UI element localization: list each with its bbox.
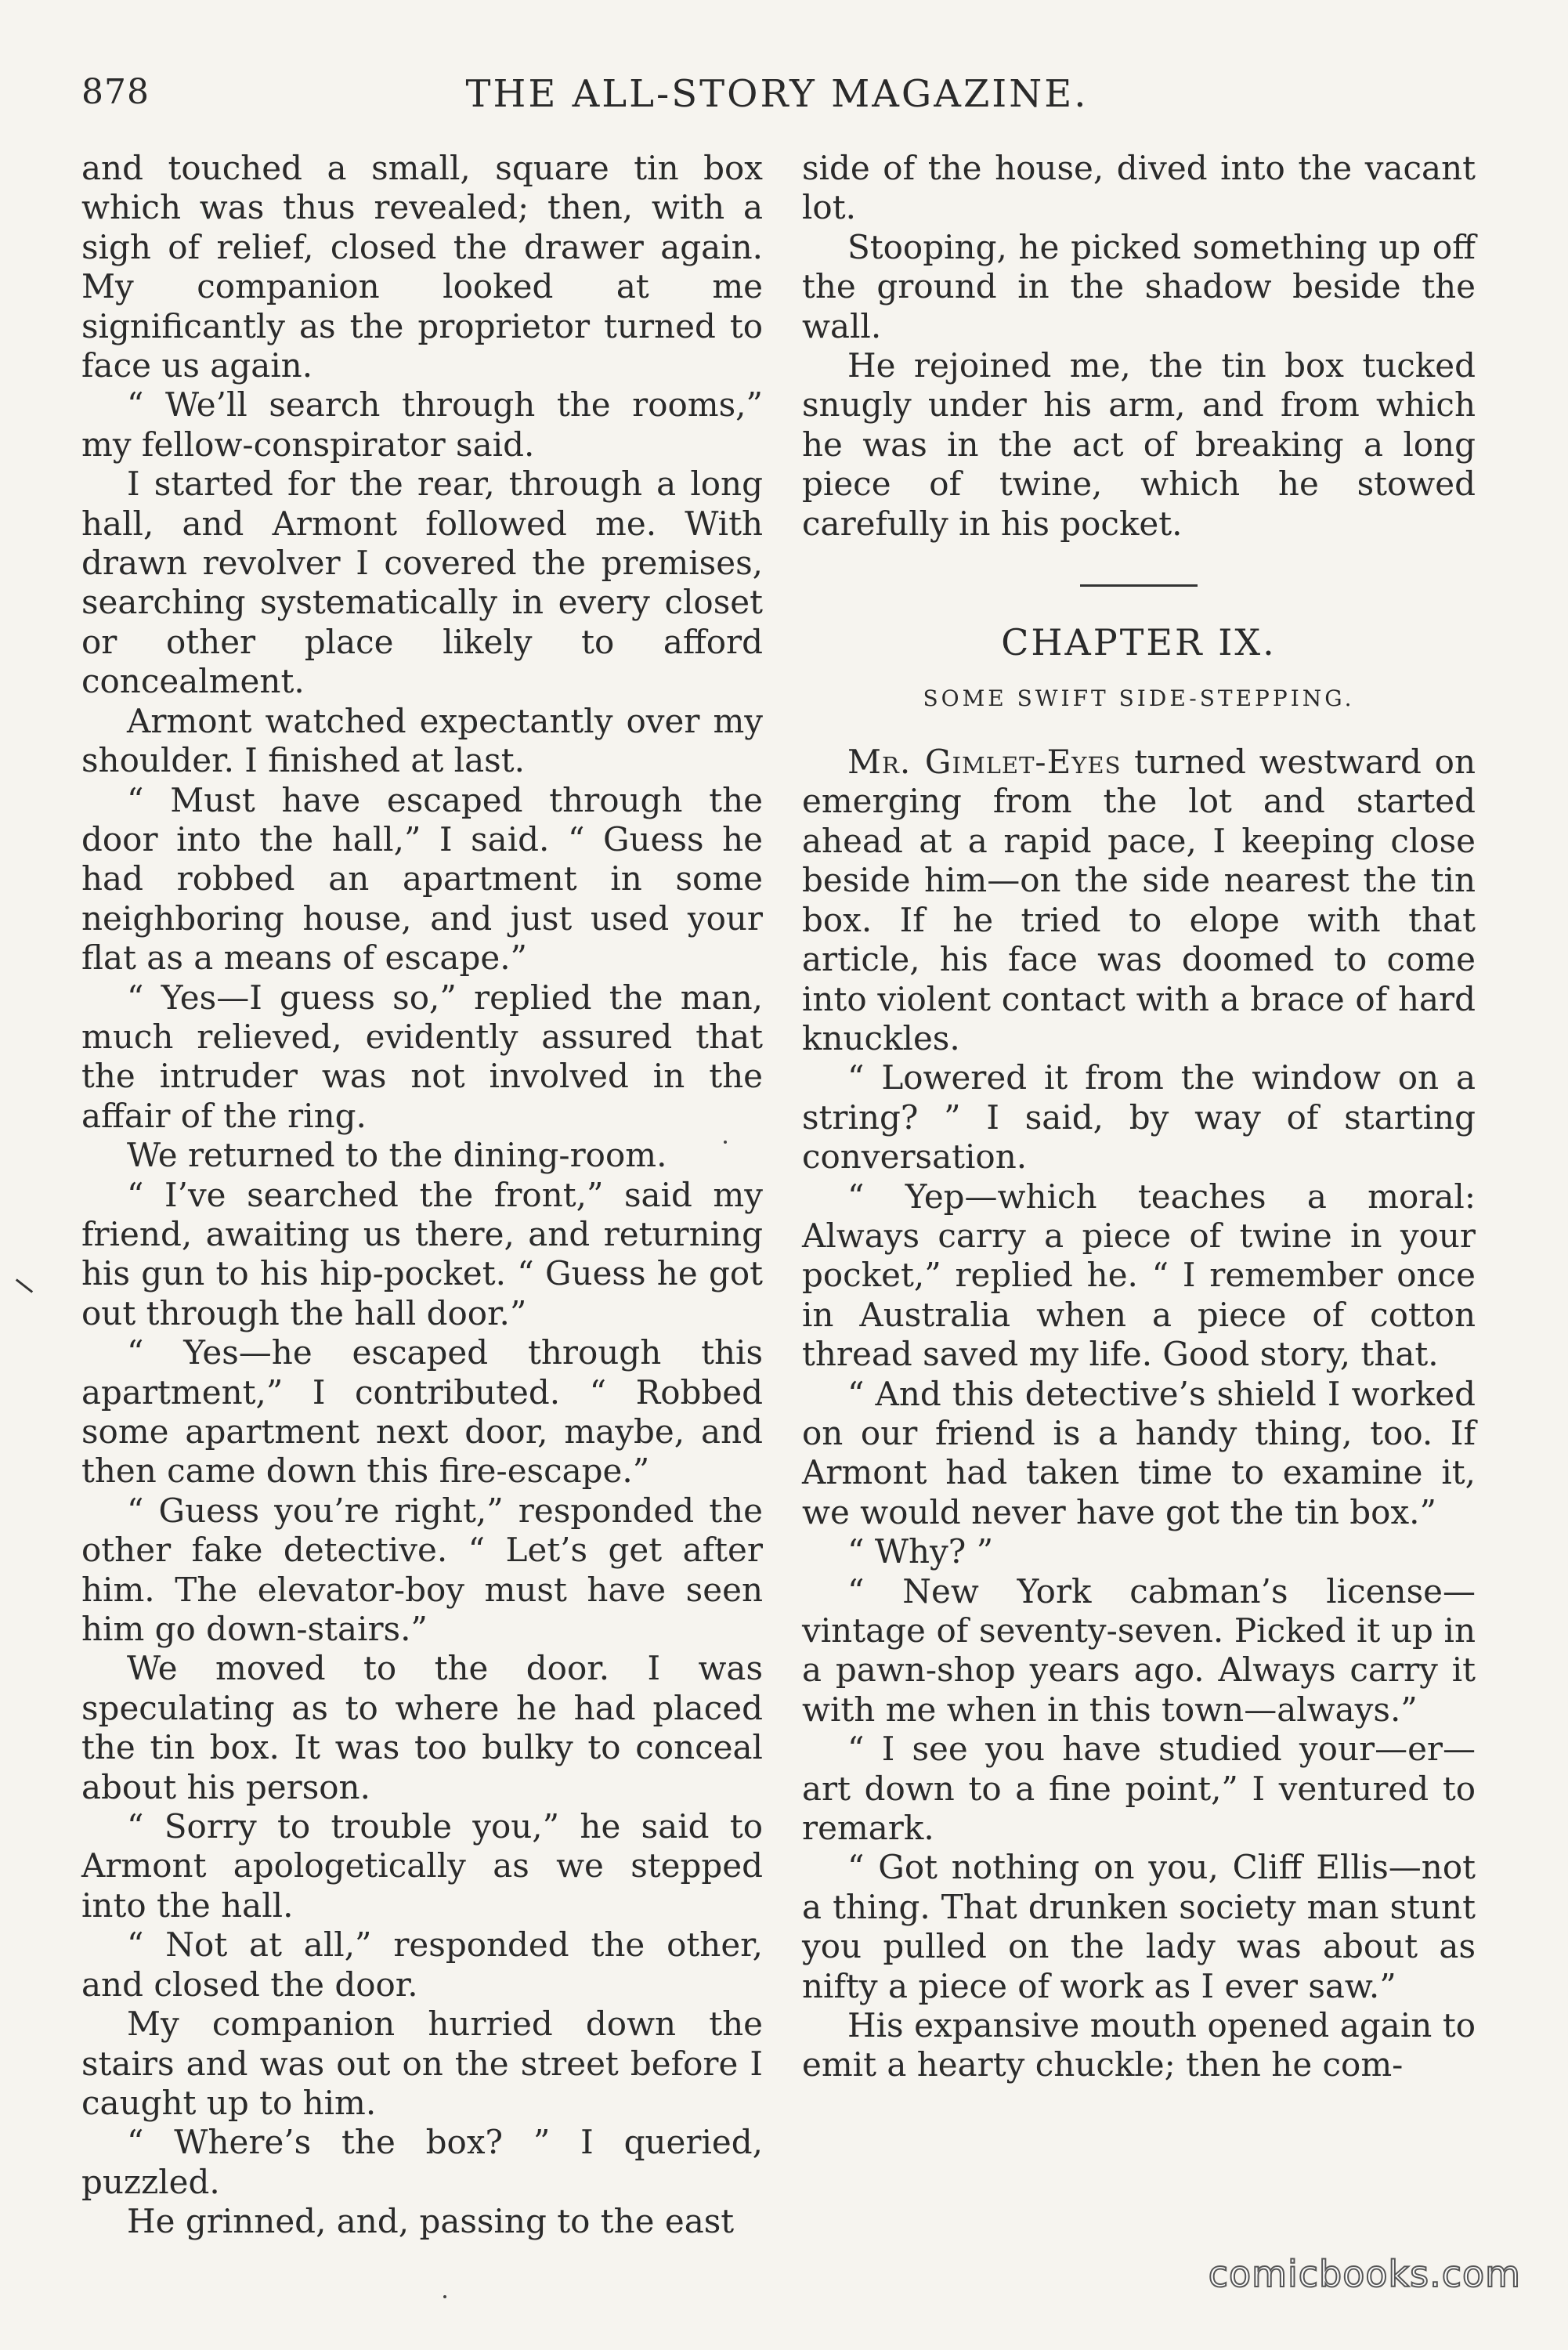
page-header — [81, 72, 1472, 135]
left-column — [81, 149, 763, 2242]
paragraph: “ Yep—which teaches a moral: Always carry a piece of twine in your pocket,” replied he. “ I remember once in Australia when a piece of cotton thread saved my life. Good story, that. — [802, 1177, 1476, 1374]
paragraph: “ I’ve searched the front,” said my friend, awaiting us there, and returning his gun to his hip-pocket. “ Guess he got out through the hall door.” — [81, 1175, 763, 1332]
opening-smallcaps: Mr. Gimlet-Eyes — [847, 743, 1122, 782]
paragraph: “ Lowered it from the window on a string? ” I said, by way of starting conversation. — [802, 1058, 1476, 1177]
paragraph: “ Yes—he escaped through this apartment,” I contributed. “ Robbed some apartment next door, maybe, and then came down this fire-escape.” — [81, 1333, 763, 1491]
paragraph: “ I see you have studied your—er—art down to a fine point,” I ventured to remark. — [802, 1730, 1476, 1848]
paragraph: “ We’ll search through the rooms,” my fellow-conspirator said. — [81, 385, 763, 464]
print-scratch-mark — [16, 1278, 33, 1292]
magazine-title: THE ALL-STORY MAGAZINE. — [465, 72, 1089, 116]
paragraph: We returned to the dining-room. — [127, 1136, 667, 1175]
paragraph: “ Not at all,” responded the other, and closed the door. — [81, 1925, 763, 2004]
paragraph: My companion hurried down the stairs and was out on the street before I caught up to him. — [81, 2005, 763, 2122]
paragraph: “ And this detective’s shield I worked on our friend is a handy thing, too. If Armont had taken time to examine it, we would never have got the tin box.” — [802, 1374, 1476, 1531]
paragraph: Stooping, he picked something up off the ground in the shadow beside the wall. — [802, 227, 1476, 345]
paragraph: “ Why? ” — [847, 1532, 994, 1571]
paragraph: “ Guess you’re right,” responded the other fake detective. “ Let’s get after him. The elevator-boy must have seen him go down-stairs.” — [81, 1491, 763, 1649]
paragraph: “ Must have escaped through the door into the hall,” I said. “ Guess he had robbed an apartment in some neighboring house, and just used your flat as a means of escape.” — [81, 780, 763, 978]
print-speck — [443, 2295, 446, 2298]
opening-text: turned westward on emerging from the lot and started ahead at a rapid pace, I keeping close beside him—on the side nearest the tin box. If he tried to elope with that article, his face was doomed to come into violent contact with a brace of hard knuckles. — [802, 743, 1476, 1058]
chapter-title: CHAPTER IX. — [1001, 621, 1277, 664]
paragraph: We moved to the door. I was speculating as to where he had placed the tin box. It was too bulky to conceal about his person. — [81, 1649, 763, 1806]
paragraph: “ Sorry to trouble you,” he said to Armont apologetically as we stepped into the hall. — [81, 1807, 763, 1925]
section-divider — [1080, 584, 1198, 587]
right-column — [802, 149, 1476, 2085]
paragraph: He rejoined me, the tin box tucked snugly under his arm, and from which he was in the act of breaking a long piece of twine, which he stowed carefully in his pocket. — [802, 346, 1476, 543]
chapter-opening-paragraph — [802, 743, 1476, 1058]
paragraph: He grinned, and, passing to the east — [127, 2202, 735, 2241]
paragraph: Armont watched expectantly over my shoulder. I finished at last. — [81, 701, 763, 780]
page-number: 878 — [81, 72, 150, 112]
print-speck — [724, 1141, 727, 1144]
paragraph: and touched a small, square tin box which was thus revealed; then, with a sigh of relief, closed the drawer again. My companion looked at me significantly as the proprietor turned to face us again. — [81, 149, 763, 385]
paragraph: His expansive mouth opened again to emit a hearty chuckle; then he com- — [802, 2006, 1476, 2084]
paragraph: “ Where’s the box? ” I queried, puzzled. — [81, 2123, 763, 2201]
chapter-subtitle: SOME SWIFT SIDE-STEPPING. — [923, 685, 1355, 712]
watermark-logo: comicbooks.com — [1208, 2253, 1521, 2295]
paragraph: “ Yes—I guess so,” replied the man, much relieved, evidently assured that the intruder was not involved in the affair of the ring. — [81, 978, 763, 1135]
paragraph: I started for the rear, through a long hall, and Armont followed me. With drawn revolver I covered the premises, searching systematically in every closet or other place likely to afford concealment. — [81, 465, 763, 701]
paragraph: “ New York cabman’s license—vintage of seventy-seven. Picked it up in a pawn-shop years ago. Always carry it with me when in this town—always.” — [802, 1571, 1476, 1729]
paragraph: “ Got nothing on you, Cliff Ellis—not a thing. That drunken society man stunt you pulled on the lady was about as nifty a piece of work as I ever saw.” — [802, 1848, 1476, 2005]
paragraph: side of the house, dived into the vacant lot. — [802, 149, 1476, 227]
